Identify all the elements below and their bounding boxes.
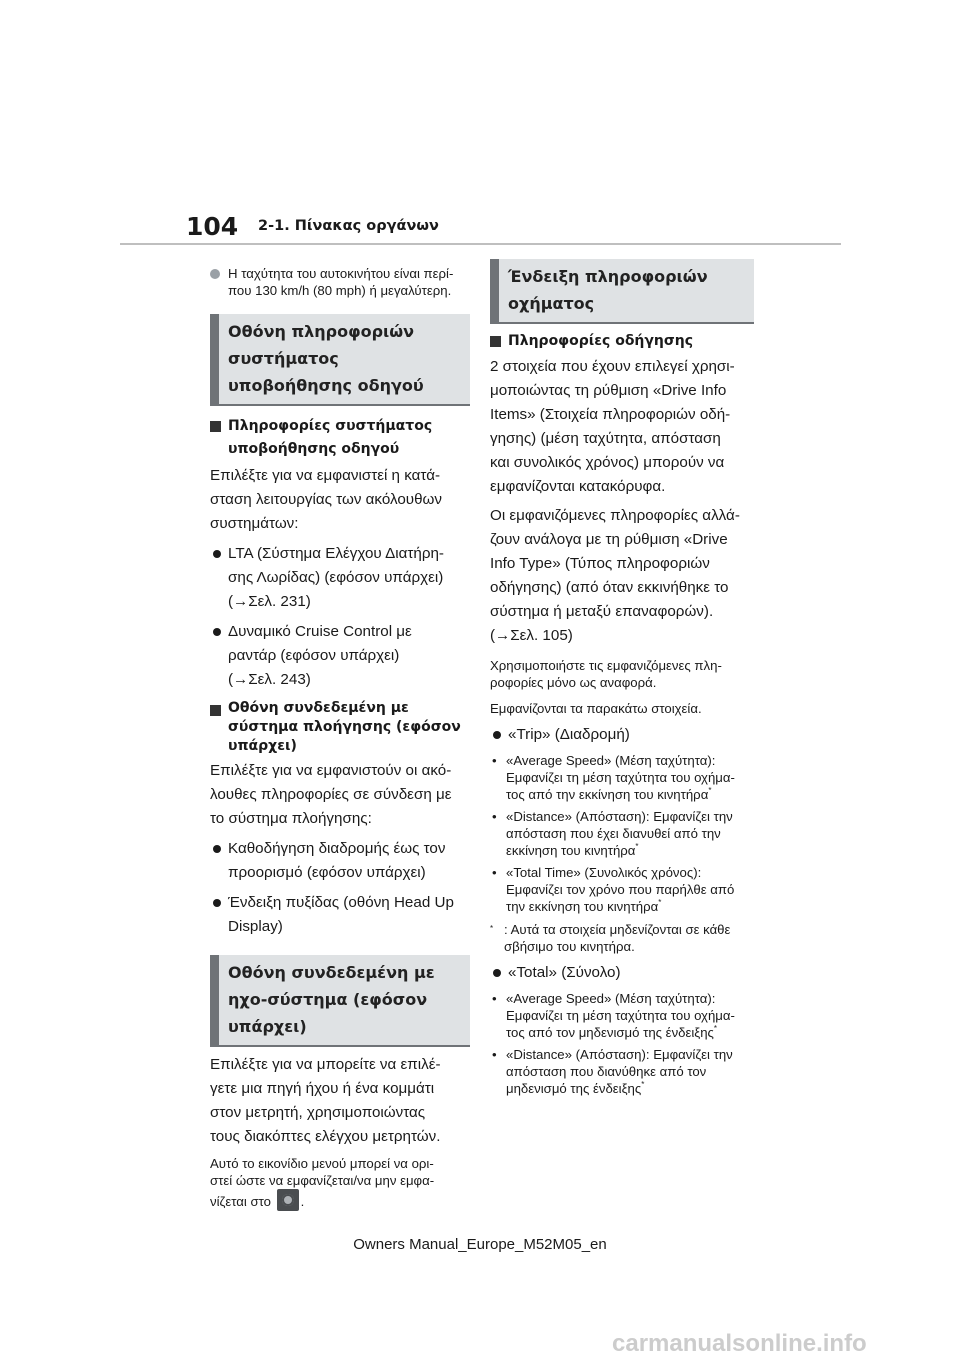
- subheading-drive-info: Πληροφορίες οδήγησης: [490, 330, 754, 353]
- total-item-average-speed: [490, 990, 754, 1041]
- total-item-distance: [490, 1046, 754, 1097]
- trip-item-average-speed-text: «Average Speed» (Μέση ταχύτητα): Εμφανίζει τη μέση ταχύτητα του οχήμα- τος από την εκκίνηση του κινητήρα: [506, 753, 735, 802]
- subheading-driver-assist-info: Πληροφορίες συστήματος υποβοήθησης οδηγού: [210, 415, 470, 461]
- list-item-cruise-control: Δυναμικό Cruise Control με ραντάρ (εφόσον υπάρχει) (→Σελ. 243): [210, 620, 470, 692]
- note-menu-icon-end: .: [300, 1194, 305, 1209]
- list-item-route-guidance: Καθοδήγηση διαδρομής έως τον προορισμό (εφόσον υπάρχει): [210, 837, 470, 885]
- footnote-marker: *: [635, 842, 639, 851]
- paragraph-drive-info-type: Οι εμφανιζόμενες πληροφορίες αλλά- ζουν ανάλογα με τη ρύθμιση «Drive Info Type» (Τύπος πληροφοριών οδήγησης) (από όταν εκκινήθηκε το σύστημα ή μεταξύ επαναφορών). (→Σελ. 105): [490, 507, 740, 644]
- intro-bullet: Η ταχύτητα του αυτοκινήτου είναι περί- που 130 km/h (80 mph) ή μεγαλύτερη.: [210, 265, 470, 299]
- trip-item-distance: [490, 808, 754, 859]
- total-item-average-speed-text: «Average Speed» (Μέση ταχύτητα): Εμφανίζει τη μέση ταχύτητα του οχήμα- τος από τον μηδενισμό της ένδειξης: [506, 991, 735, 1040]
- total-item-distance-text: «Distance» (Απόσταση): Εμφανίζει την απόσταση που διανύθηκε από τον μηδενισμό της ένδειξης: [506, 1047, 733, 1096]
- watermark: carmanualsonline.info: [612, 1330, 867, 1357]
- trip-item-average-speed: [490, 752, 754, 803]
- footnote-marker: *: [708, 786, 712, 795]
- note-menu-icon-text: Αυτό το εικονίδιο μενού μπορεί να ορι- στεί ώστε να εμφανίζεται/να μην εμφα- νίζεται στο: [210, 1156, 435, 1209]
- trip-item-total-time: [490, 864, 754, 915]
- list-heading-total: «Total» (Σύνολο): [490, 961, 754, 985]
- note-items-shown: Εμφανίζονται τα παρακάτω στοιχεία.: [490, 701, 702, 716]
- footer-manual-id: Owners Manual_Europe_M52M05_en: [353, 1236, 607, 1253]
- section-heading-vehicle-info: Ένδειξη πληροφοριών οχήματος: [490, 259, 754, 324]
- chapter-title: 2-1. Πίνακας οργάνων: [258, 218, 439, 234]
- footnote-marker: *: [641, 1080, 645, 1089]
- right-column: [490, 259, 754, 1097]
- footnote-marker: *: [658, 898, 662, 907]
- paragraph-drive-info-items: 2 στοιχεία που έχουν επιλεγεί χρησι- μοποιώντας τη ρύθμιση «Drive Info Items» (Στοιχεία πληροφοριών οδή- γησης) (μέση ταχύτητα, απόσταση και συνολικός χρόνος) μπορούν να εμφανίζονται κατακόρυφα.: [490, 358, 735, 495]
- paragraph-driver-assist: Επιλέξτε για να εμφανιστεί η κατά- σταση λειτουργίας των ακόλουθων συστημάτων:: [210, 467, 442, 532]
- left-column: [210, 265, 470, 1211]
- footnote-text: : Αυτά τα στοιχεία μηδενίζονται σε κάθε σβήσιμο του κινητήρα.: [504, 922, 731, 954]
- note-menu-icon: [210, 1155, 470, 1211]
- paragraph-audio: Επιλέξτε για να μπορείτε να επιλέ- γετε μια πηγή ήχου ή ένα κομμάτι στον μετρητή, χρησιμοποιώντας τους διακόπτες ελέγχου μετρητών.: [210, 1056, 441, 1145]
- list-item-compass: Ένδειξη πυξίδας (οθόνη Head Up Display): [210, 891, 470, 939]
- list-item-lta: LTA (Σύστημα Ελέγχου Διατήρη- σης Λωρίδας) (εφόσον υπάρχει) (→Σελ. 231): [210, 542, 470, 614]
- trip-item-distance-text: «Distance» (Απόσταση): Εμφανίζει την απόσταση που έχει διανυθεί από την εκκίνηση του κινητήρα: [506, 809, 733, 858]
- settings-gear-icon: [277, 1189, 299, 1211]
- footnote-marker: *: [713, 1024, 718, 1033]
- trip-item-total-time-text: «Total Time» (Συνολικός χρόνος): Εμφανίζει τον χρόνο που παρήλθε από την εκκίνηση του κινητήρα: [506, 865, 735, 914]
- subheading-navigation: Οθόνη συνδεδεμένη με σύστημα πλοήγησης (εφόσον υπάρχει): [210, 699, 470, 756]
- list-heading-trip: «Trip» (Διαδρομή): [490, 723, 754, 747]
- section-heading-driver-assist: Οθόνη πληροφοριών συστήματος υποβοήθησης οδηγού: [210, 314, 470, 406]
- paragraph-navigation: Επιλέξτε για να εμφανιστούν οι ακό- λουθες πληροφορίες σε σύνδεση με το σύστημα πλοήγησης:: [210, 762, 452, 827]
- footnote: * : Αυτά τα στοιχεία μηδενίζονται σε κάθε σβήσιμο του κινητήρα.: [490, 922, 731, 954]
- note-reference-only: Χρησιμοποιήστε τις εμφανιζόμενες πλη- ροφορίες μόνο ως αναφορά.: [490, 658, 722, 690]
- section-heading-audio: Οθόνη συνδεδεμένη με ηχο-σύστημα (εφόσον υπάρχει): [210, 955, 470, 1047]
- page-number: 104: [186, 212, 239, 241]
- header-rule: [120, 243, 841, 245]
